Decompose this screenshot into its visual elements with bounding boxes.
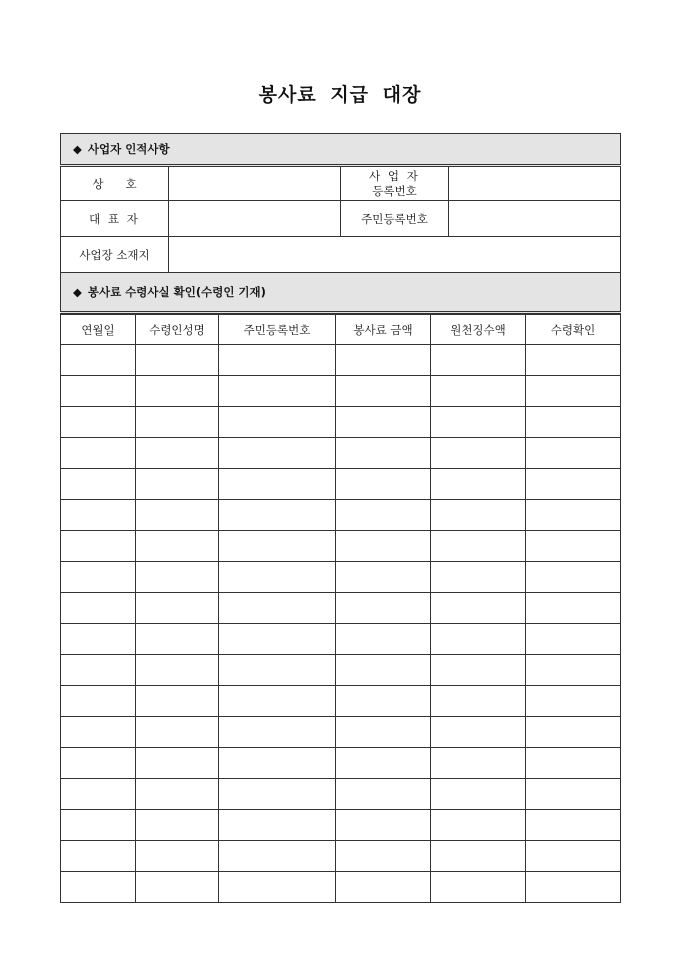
cell-date[interactable] — [61, 593, 136, 624]
cell-receipt-confirmation[interactable] — [526, 686, 621, 717]
cell-service-charge-amount[interactable] — [336, 500, 431, 531]
field-biz-reg-no[interactable] — [449, 166, 621, 201]
cell-receipt-confirmation[interactable] — [526, 779, 621, 810]
table-row — [61, 562, 621, 593]
cell-date[interactable] — [61, 655, 136, 686]
cell-receipt-confirmation[interactable] — [526, 717, 621, 748]
section-heading-text: 사업자 인적사항 — [87, 142, 170, 156]
table-row — [61, 779, 621, 810]
ledger-header-row — [61, 315, 621, 345]
cell-withholding-amount[interactable] — [431, 562, 526, 593]
table-row — [61, 407, 621, 438]
cell-service-charge-amount[interactable] — [336, 810, 431, 841]
cell-withholding-amount[interactable] — [431, 593, 526, 624]
table-row — [61, 345, 621, 376]
cell-resident-reg-no[interactable] — [219, 748, 336, 779]
cell-date[interactable] — [61, 810, 136, 841]
cell-recipient-name[interactable] — [136, 624, 219, 655]
cell-resident-reg-no[interactable] — [219, 593, 336, 624]
cell-date[interactable] — [61, 779, 136, 810]
cell-service-charge-amount[interactable] — [336, 624, 431, 655]
cell-resident-reg-no[interactable] — [219, 531, 336, 562]
cell-withholding-amount[interactable] — [431, 531, 526, 562]
label-representative: 대 표 자 — [61, 201, 169, 237]
cell-resident-reg-no[interactable] — [219, 779, 336, 810]
cell-date[interactable] — [61, 841, 136, 872]
cell-withholding-amount[interactable] — [431, 655, 526, 686]
cell-service-charge-amount[interactable] — [336, 438, 431, 469]
cell-service-charge-amount[interactable] — [336, 593, 431, 624]
table-row — [61, 717, 621, 748]
label-biz-reg-no: 사 업 자 등록번호 — [341, 166, 449, 201]
cell-resident-reg-no[interactable] — [219, 841, 336, 872]
cell-recipient-name[interactable] — [136, 872, 219, 903]
cell-withholding-amount[interactable] — [431, 872, 526, 903]
cell-resident-reg-no[interactable] — [219, 438, 336, 469]
label-resident-reg-no: 주민등록번호 — [341, 201, 449, 237]
cell-withholding-amount[interactable] — [431, 717, 526, 748]
cell-recipient-name[interactable] — [136, 686, 219, 717]
table-row — [61, 376, 621, 407]
cell-withholding-amount[interactable] — [431, 748, 526, 779]
cell-service-charge-amount[interactable] — [336, 841, 431, 872]
cell-resident-reg-no[interactable] — [219, 407, 336, 438]
cell-receipt-confirmation[interactable] — [526, 593, 621, 624]
column-header-date: 연월일 — [61, 315, 136, 345]
cell-service-charge-amount[interactable] — [336, 469, 431, 500]
cell-receipt-confirmation[interactable] — [526, 841, 621, 872]
column-header-service-charge-amount: 봉사료 금액 — [336, 315, 431, 345]
cell-resident-reg-no[interactable] — [219, 717, 336, 748]
table-row — [61, 872, 621, 903]
ledger-form — [60, 133, 620, 903]
cell-service-charge-amount[interactable] — [336, 748, 431, 779]
cell-withholding-amount[interactable] — [431, 469, 526, 500]
cell-resident-reg-no[interactable] — [219, 655, 336, 686]
cell-withholding-amount[interactable] — [431, 841, 526, 872]
cell-recipient-name[interactable] — [136, 345, 219, 376]
diamond-icon: ◆ — [73, 285, 82, 299]
label-address: 사업장 소재지 — [61, 237, 169, 273]
cell-date[interactable] — [61, 469, 136, 500]
cell-recipient-name[interactable] — [136, 748, 219, 779]
cell-resident-reg-no[interactable] — [219, 810, 336, 841]
cell-receipt-confirmation[interactable] — [526, 407, 621, 438]
column-header-recipient-name: 수령인성명 — [136, 315, 219, 345]
field-resident-reg-no[interactable] — [449, 201, 621, 237]
cell-receipt-confirmation[interactable] — [526, 469, 621, 500]
cell-withholding-amount[interactable] — [431, 624, 526, 655]
cell-receipt-confirmation[interactable] — [526, 810, 621, 841]
cell-recipient-name[interactable] — [136, 717, 219, 748]
cell-recipient-name[interactable] — [136, 655, 219, 686]
cell-service-charge-amount[interactable] — [336, 655, 431, 686]
cell-service-charge-amount[interactable] — [336, 562, 431, 593]
table-row — [61, 686, 621, 717]
cell-withholding-amount[interactable] — [431, 438, 526, 469]
business-info-table — [60, 133, 621, 314]
cell-receipt-confirmation[interactable] — [526, 531, 621, 562]
cell-receipt-confirmation[interactable] — [526, 345, 621, 376]
cell-resident-reg-no[interactable] — [219, 624, 336, 655]
cell-withholding-amount[interactable] — [431, 345, 526, 376]
cell-receipt-confirmation[interactable] — [526, 655, 621, 686]
table-row — [61, 748, 621, 779]
cell-withholding-amount[interactable] — [431, 376, 526, 407]
cell-resident-reg-no[interactable] — [219, 345, 336, 376]
table-row — [61, 624, 621, 655]
field-trade-name[interactable] — [169, 166, 341, 201]
cell-date[interactable] — [61, 345, 136, 376]
cell-recipient-name[interactable] — [136, 562, 219, 593]
cell-date[interactable] — [61, 407, 136, 438]
cell-resident-reg-no[interactable] — [219, 469, 336, 500]
cell-service-charge-amount[interactable] — [336, 686, 431, 717]
cell-receipt-confirmation[interactable] — [526, 438, 621, 469]
cell-date[interactable] — [61, 531, 136, 562]
table-row — [61, 593, 621, 624]
cell-service-charge-amount[interactable] — [336, 717, 431, 748]
table-row — [61, 500, 621, 531]
cell-date[interactable] — [61, 624, 136, 655]
cell-date[interactable] — [61, 562, 136, 593]
cell-withholding-amount[interactable] — [431, 500, 526, 531]
section-heading-business-info — [61, 134, 621, 166]
ledger-body — [61, 345, 621, 903]
cell-resident-reg-no[interactable] — [219, 500, 336, 531]
cell-withholding-amount[interactable] — [431, 686, 526, 717]
receipt-ledger-table — [60, 314, 621, 903]
cell-withholding-amount[interactable] — [431, 810, 526, 841]
cell-date[interactable] — [61, 438, 136, 469]
cell-service-charge-amount[interactable] — [336, 872, 431, 903]
column-header-receipt-confirmation: 수령확인 — [526, 315, 621, 345]
cell-receipt-confirmation[interactable] — [526, 500, 621, 531]
cell-recipient-name[interactable] — [136, 841, 219, 872]
column-header-resident-reg-no: 주민등록번호 — [219, 315, 336, 345]
table-row — [61, 841, 621, 872]
cell-date[interactable] — [61, 686, 136, 717]
cell-resident-reg-no[interactable] — [219, 872, 336, 903]
cell-receipt-confirmation[interactable] — [526, 748, 621, 779]
cell-resident-reg-no[interactable] — [219, 686, 336, 717]
label-trade-name: 상 호 — [61, 166, 169, 201]
cell-receipt-confirmation[interactable] — [526, 624, 621, 655]
table-row — [61, 469, 621, 500]
cell-service-charge-amount[interactable] — [336, 376, 431, 407]
field-representative[interactable] — [169, 201, 341, 237]
cell-date[interactable] — [61, 717, 136, 748]
cell-recipient-name[interactable] — [136, 469, 219, 500]
cell-recipient-name[interactable] — [136, 407, 219, 438]
cell-date[interactable] — [61, 872, 136, 903]
cell-receipt-confirmation[interactable] — [526, 872, 621, 903]
cell-date[interactable] — [61, 376, 136, 407]
table-row — [61, 655, 621, 686]
cell-receipt-confirmation[interactable] — [526, 562, 621, 593]
cell-service-charge-amount[interactable] — [336, 531, 431, 562]
cell-recipient-name[interactable] — [136, 438, 219, 469]
cell-service-charge-amount[interactable] — [336, 345, 431, 376]
cell-receipt-confirmation[interactable] — [526, 376, 621, 407]
cell-service-charge-amount[interactable] — [336, 407, 431, 438]
section-heading-receipt — [61, 273, 621, 313]
page-title: 봉사료 지급 대장 — [258, 84, 422, 106]
cell-recipient-name[interactable] — [136, 810, 219, 841]
cell-resident-reg-no[interactable] — [219, 376, 336, 407]
cell-recipient-name[interactable] — [136, 531, 219, 562]
cell-withholding-amount[interactable] — [431, 407, 526, 438]
cell-date[interactable] — [61, 748, 136, 779]
cell-resident-reg-no[interactable] — [219, 562, 336, 593]
cell-recipient-name[interactable] — [136, 500, 219, 531]
cell-date[interactable] — [61, 500, 136, 531]
table-row — [61, 438, 621, 469]
field-address[interactable] — [169, 237, 621, 273]
cell-recipient-name[interactable] — [136, 593, 219, 624]
diamond-icon: ◆ — [73, 142, 82, 156]
table-row — [61, 531, 621, 562]
column-header-withholding-amount: 원천징수액 — [431, 315, 526, 345]
table-row — [61, 810, 621, 841]
cell-withholding-amount[interactable] — [431, 779, 526, 810]
cell-recipient-name[interactable] — [136, 779, 219, 810]
cell-recipient-name[interactable] — [136, 376, 219, 407]
section-heading-text: 봉사료 수령사실 확인(수령인 기재) — [87, 285, 266, 299]
cell-service-charge-amount[interactable] — [336, 779, 431, 810]
